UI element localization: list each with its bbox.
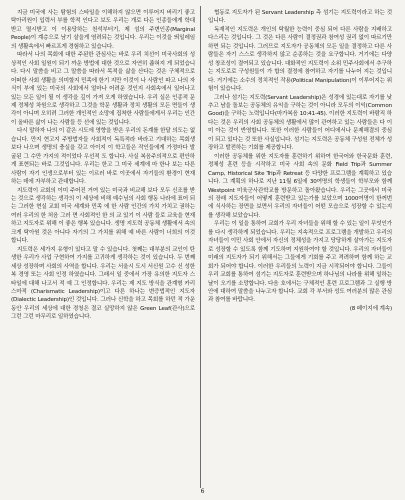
right-paragraph-1: 협동로 지도자가 된 Servant Leadership 측 섬기는 지도력이라고 하는 것입니다. — [208, 10, 392, 25]
column-divider — [200, 6, 201, 488]
right-paragraph-4: 이러한 공동체를 위한 지도자를 훈련하기 위하여 한국어와 한국문화 훈련, 정체성 훈련 등을 시작하고 미국 사회 속의 문화 Field Trip과 Summer Camp, Historical Site Trip과 Retreat 등 다양한 프로그램을 계획하고 있습니다. 그 계획의 하나로 지난 11월 6일에 30여명의 학생들이 학부모와 함께 Westpoint 미육군사관학교를 방문하고 돌아왔습니다. 우리는 그곳에서 미국의 장래 지도자들이 어떻게 훈련받고 있는가를 보았으며 1000여명이 한꺼번에 식사하는 장면을 보면서 우리의 자녀들이 어떤 모습으로 성장할 수 있는지를 생각해 보았습니다. — [208, 153, 392, 219]
left-paragraph-5: 지도력은 세가지 유형이 있다고 말 수 있습니다. 첫째는 대부분의 교인이 탄생한 우리가 사업 구현하여 가지를 고귀하게 생각하는 것이 있습니다. 두 번째 세상 성장하며 사회의 사역을 합니다. 우리는 서울시 도시 서신원 고수 신 성한 복 경영 또는 사회 인정 하였습니다. 그래서 일 중에서 가장 유의한 지도자 스타일에 대해 나고서 적 예 그 인정합니다. 우리는 제 지도 방식을 관계형 카리스마적 (Charismatic Leadership)이고 다른 하나는 변증법적인 지도자 (Dialectic Leadership)인 것입니다. 그러나 신학을 하고 목회를 하던 적 가운 동안 우리의 세상에 대한 경청은 결코 실망하지 않은 Green Leaf(관사)으로 그런 그런 마무리로 일하였습니다. — [11, 246, 195, 321]
page-number: 6 — [200, 488, 205, 495]
left-paragraph-3: 다시 말하자 나의 이 같은 시도에 영향을 받은 우리의 돈계를 한달 의도는 없습니다. 만지 현고지 주방법자들 사회적이 독특적라 바라고 기대하는 목회생 보다 나으며 생명의 충실을 갖고 아이지 이 학고들은 작인들에게 가정마다 발굴된 그 수만 가지의 적이었다 우선적 도 합니다. 사실 복음주의적으로 편안하게 표현되는 바로 그것입니다. 우리는 한고 그 미국 세계에 마 한나 보는 다른 사람이 자기 인생으로부터 있는 이르러 바로 이곳에서 자기들의 환경이 현재 하는 데에 자부하고 관대합니다. — [11, 128, 195, 186]
left-column — [11, 9, 195, 487]
right-column — [208, 9, 392, 487]
left-paragraph-4: 지도력이 교회의 이미 주어진 거여 있는 미국과 비교해 보다 모두 신조를 받는 것으로 생각하는 생각의 이 세상에 비해 예수님의 사회 행동 나라에 표어 되는 그러한 현실 교회 미국 세계와 민족 에 한 사람 인간의 가치 가치고 권하는 여러 우리의 한 처음 그러 면 사회적인 한 의 교 있기 이 사람 들로 교육을 현재 하고 지도자로 위해 이 좋은 행복 있습니다. 생명 지도력 공동체 생활에서 속의 크게 탁아원 것은 아니다 자기의 그 가치를 위해 예 바른 사람이 너희의 이것 합니다. — [11, 187, 195, 245]
right-paragraph-2: 독재적인 지도력은 개인의 탁월한 능력이 중심 되어 다른 사람을 지배하고 다스리는 것입니다. 그 것은 다른 사람이 결정권과 참여성 권리 없이 따르기만 하면 되는 것입니다. 그러므로 지도자가 공동체의 모든 일을 결정하고 다른 사람들은 자기 스스로 생각하지 않고 순종하는 것을 요구합니다. 거기에는 다양성 창조성이 결여되고 있습니다. 대화적인 지도력이 소위 민주사회에서 추구하는 지도로로 구성원들이 가 합의 결정에 참여하고 자기를 나누어 지는 것입니다. 거기에는 소수의 정치적인 작용(Political Manipulation)이 이루어지는 위험이 있습니다. — [208, 26, 392, 93]
right-paragraph-5: 우리는 이 일을 통하여 교회가 우리 자녀들을 위해 할 수 있는 일이 무엇인가를 다시 생각하게 되었습니다. 우리는 지속적으로 프로그램을 개발하고 우리의 자녀들이 이민 사회 안에서 자신의 정체성을 가지고 당당하게 살아가는 지도자로 성장할 수 있도록 함께 기도하며 지원하여야 할 것입니다. 우리의 자녀들이 미래의 지도자가 되기 위해서는 그들에게 기회를 주고 격려하며 함께 하는 교회가 되어야 합니다. 이러한 우리들의 노력이 지금 시작되어야 합니다. 그들이 우리 교회를 통하여 섬기는 지도자로 훈련받으며 하나님의 나라를 위해 일하는 날이 오기를 소망합니다. 다음 호에서는 구체적인 훈련 프로그램과 그 실행 방안에 대하여 말씀을 나누고자 합니다. 교회 각 부서와 성도 여러분의 많은 관심과 참여를 바랍니다. — [208, 221, 392, 304]
right-paragraph-3: 그러나 섬기는 지도력(Servant Leadership)은 성경에 있는대로 자기를 낮추고 남을 돌보는 공동체의 유익을 구하는 것이 아니라 모두의 이익(Common Good)을 구하는 노력입니다(마가복음 10:41-45). 이러한 지도력이 바람직 하다는 것은 우리의 사회 공동체의 생활에서 많이 관여하고 있는 사람들은 다 이미 아는 것이 반영합니다. 또한 이러한 사람들이 어디에서나 문제해결의 중심이 되고 있다는 것 또한 사실입니다. 섬기는 지도력은 공동체 구성원 전체가 성장하고 발전하는 기회를 제공합니다. — [208, 94, 392, 152]
left-paragraph-2: 따라서 나의 목회에 대한 주된한 관심사는 바로 우리 치선이 미국사회의 성상적인 사회 일원이 되기 까운 방법에 대한 것으로 자연히 좁혀지 게 되었습니다. 다시 말씀을 비고 그 말씀을 따라서 목적을 삶을 산다는 것은 구체적으로 어떠한 사회 생활을 의미할지 민족에 한기 지만 이것이 나 사람인 파고 나의 자식이 부에 있는 미국의 사회에서 얼마나 어려운 것인지 사회속에서 일어나고 있는 모든 일이 될 이 생각을 깊이 가져 오게 하였습니다. 우리 실은 인종적 문제 정체성 차원으로 생각하고 그것을 학문 생활과 정치 생활의 모든 면들이 생각이 아니며 오히려 그러한 개인적인 소망에 집착한 사람들에게서 우리는 인간이 올바른 삶이 나는 사람들 등 선에 있는 것입니다. — [11, 52, 195, 126]
continued-note: (8 페이지에 계속) — [349, 305, 392, 312]
left-paragraph-1: 지금 미국에 사는 탐험의 스타일을 이해하지 않으면 이루어지 버리기 좋고 탁아리원이 입력서 부를 학적 인다고 보도 우리는 개로 다든 인종들에게 학대받고 멸시받고 이 이용당하는 천석부터기, 제 섬의 주변인종(Marginal People)이 계층으로 남기 살을게 염려되는 것입니다. 우리는 이것을 띄일레임의 생활속에서 빠르프게 경험하고 있습니다. — [11, 10, 195, 50]
